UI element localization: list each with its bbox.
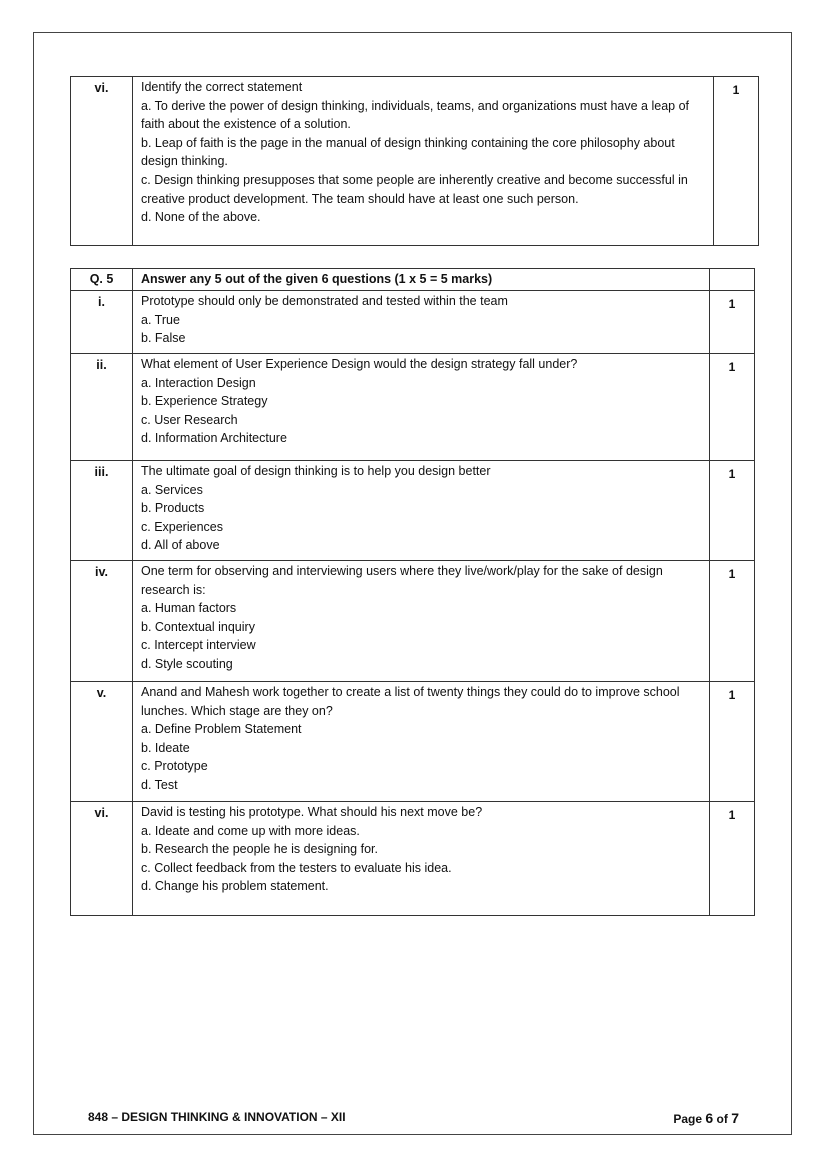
option-a: a. Define Problem Statement [141, 722, 302, 737]
footer-subject: 848 – DESIGN THINKING & INNOVATION – XII [88, 1110, 346, 1124]
option-b: b. Experience Strategy [141, 394, 268, 409]
question-cell [133, 682, 710, 802]
option-b: b. Products [141, 501, 205, 516]
q5-i-row [71, 291, 755, 354]
option-b: b. False [141, 331, 186, 346]
option-b: b. Ideate [141, 740, 190, 755]
footer-of-word: of [716, 1112, 728, 1126]
question-text: Anand and Mahesh work together to create a list of twenty things they could do to improve school lunches. Which stage are they on? [141, 685, 680, 718]
question-cell [133, 354, 710, 461]
marks: 1 [710, 354, 755, 461]
question-number: vi. [71, 802, 133, 916]
option-d: d. None of the above. [141, 210, 261, 225]
option-d: d. Test [141, 777, 178, 792]
question-cell [133, 802, 710, 916]
footer-page-word: Page [673, 1112, 703, 1126]
q5-iii-row [71, 461, 755, 561]
option-c: c. Prototype [141, 759, 208, 774]
marks: 1 [710, 682, 755, 802]
marks: 1 [710, 561, 755, 682]
question-number: vi. [71, 77, 133, 246]
marks: 1 [710, 291, 755, 354]
option-d: d. All of above [141, 538, 220, 553]
footer-total-pages: 7 [731, 1110, 739, 1126]
q5-table [70, 268, 755, 916]
option-c: c. Experiences [141, 519, 223, 534]
q5-header-row [71, 269, 755, 291]
question-cell [133, 461, 710, 561]
question-number: iv. [71, 561, 133, 682]
q5-ii-row [71, 354, 755, 461]
q5-instruction: Answer any 5 out of the given 6 questions (1 x 5 = 5 marks) [133, 269, 710, 291]
option-a: a. Interaction Design [141, 375, 256, 390]
question-text: Prototype should only be demonstrated and tested within the team [141, 294, 508, 308]
option-c: c. Design thinking presupposes that some people are inherently creative and become successful in creative product development. The team should have at least one such person. [141, 172, 688, 206]
option-a: a. Services [141, 482, 203, 497]
question-number: i. [71, 291, 133, 354]
q5-vi-row [71, 802, 755, 916]
option-a: a. True [141, 312, 180, 327]
question-cell [133, 77, 714, 246]
option-a: a. To derive the power of design thinking, individuals, teams, and organizations must have a leap of faith about the existence of a solution. [141, 98, 690, 132]
question-text: One term for observing and interviewing users where they live/work/play for the sake of design research is: [141, 564, 663, 597]
question-number: iii. [71, 461, 133, 561]
q4-vi-row [71, 77, 759, 246]
q4-table [70, 76, 759, 246]
q5-v-row [71, 682, 755, 802]
question-text: The ultimate goal of design thinking is to help you design better [141, 464, 491, 478]
option-d: d. Change his problem statement. [141, 879, 329, 894]
question-text: Identify the correct statement [141, 80, 303, 94]
footer-page-number [673, 1110, 739, 1126]
option-b: b. Research the people he is designing for. [141, 842, 378, 857]
q5-iv-row [71, 561, 755, 682]
q5-header-marks [710, 269, 755, 291]
option-a: a. Ideate and come up with more ideas. [141, 823, 360, 838]
question-cell [133, 561, 710, 682]
option-a: a. Human factors [141, 601, 237, 616]
option-c: c. Collect feedback from the testers to evaluate his idea. [141, 860, 452, 875]
question-text: What element of User Experience Design would the design strategy fall under? [141, 357, 578, 371]
option-d: d. Style scouting [141, 656, 233, 671]
marks: 1 [714, 77, 759, 246]
marks: 1 [710, 461, 755, 561]
question-cell [133, 291, 710, 354]
option-d: d. Information Architecture [141, 431, 287, 446]
question-number: v. [71, 682, 133, 802]
footer-current-page: 6 [705, 1110, 714, 1126]
option-c: c. Intercept interview [141, 638, 256, 653]
option-c: c. User Research [141, 412, 238, 427]
marks: 1 [710, 802, 755, 916]
question-number: ii. [71, 354, 133, 461]
option-b: b. Contextual inquiry [141, 619, 255, 634]
option-b: b. Leap of faith is the page in the manual of design thinking containing the core philosophy about design thinking. [141, 135, 675, 169]
question-text: David is testing his prototype. What should his next move be? [141, 805, 483, 819]
q5-label: Q. 5 [71, 269, 133, 291]
